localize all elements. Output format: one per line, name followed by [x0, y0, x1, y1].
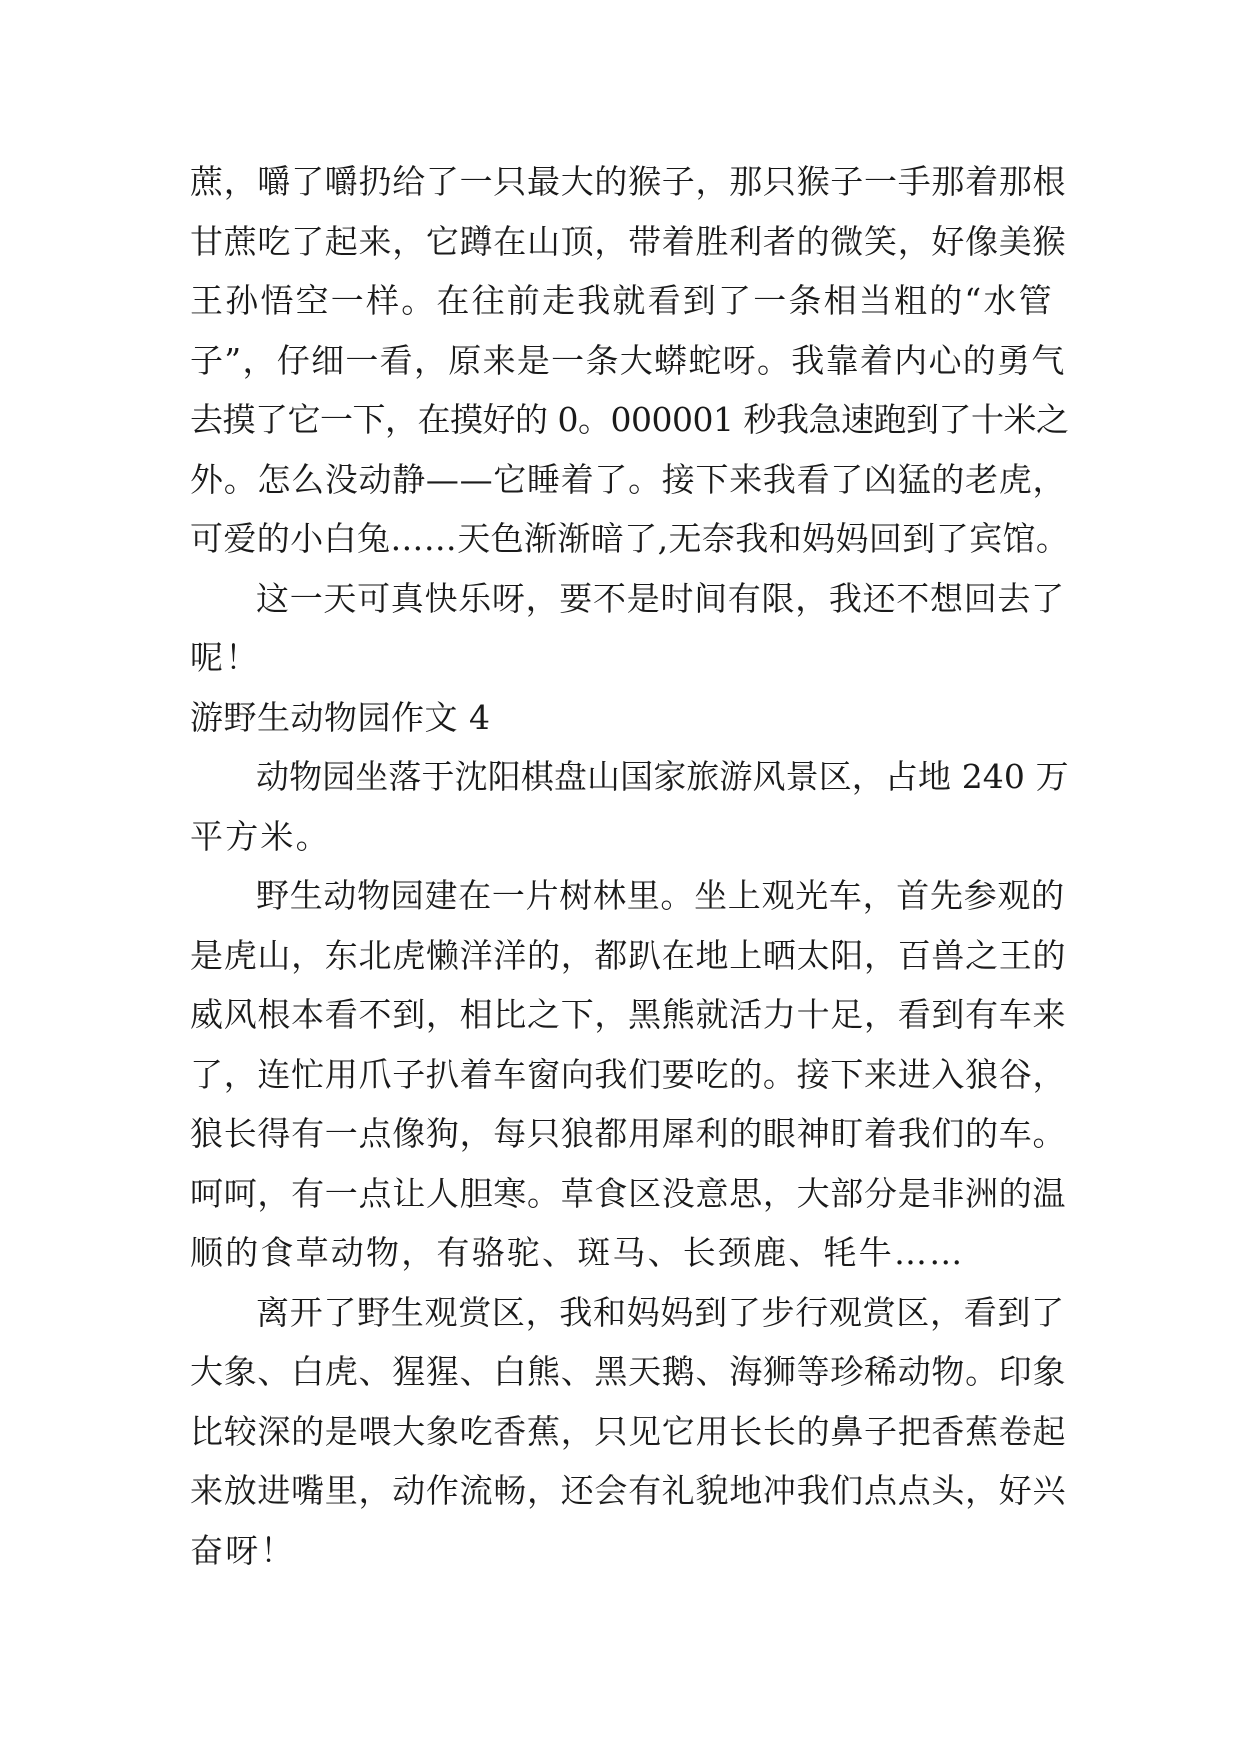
text-line: 甘蔗吃了起来，它蹲在山顶，带着胜利者的微笑，好像美猴 [190, 221, 1067, 261]
text-line: 顺的食草动物，有骆驼、斑马、长颈鹿、牦牛…… [190, 1233, 965, 1272]
text-line: 王孙悟空一样。在往前走我就看到了一条相当粗的“水管 [190, 281, 1054, 320]
text-line: 来放进嘴里，动作流畅，还会有礼貌地冲我们点点头，好兴 [190, 1471, 1067, 1510]
heading-line: 游野生动物园作文 4 [190, 697, 491, 737]
text-line: 去摸了它一下，在摸好的 0。000001 秒我急速跑到了十米之 [190, 400, 1069, 439]
text-line: 比较深的是喂大象吃香蕉，只见它用长长的鼻子把香蕉卷起 [190, 1411, 1067, 1451]
text-line: 大象、白虎、猩猩、白熊、黑天鹅、海狮等珍稀动物。印象 [190, 1352, 1067, 1391]
text-line: 奋呀！ [190, 1530, 296, 1570]
paragraph [190, 866, 1070, 1283]
text-line: 动物园坐落于沈阳棋盘山国家旅游风景区，占地 240 万 [256, 757, 1069, 796]
paragraph [190, 1283, 1070, 1581]
text-line: 呵呵，有一点让人胆寒。草食区没意思，大部分是非洲的温 [190, 1173, 1067, 1213]
text-line: 了，连忙用爪子扒着车窗向我们要吃的。接下来进入狼谷， [190, 1054, 1067, 1094]
section-heading [190, 688, 1070, 748]
text-line: 蔗，嚼了嚼扔给了一只最大的猴子，那只猴子一手那着那根 [190, 162, 1067, 201]
text-line: 威风根本看不到，相比之下，黑熊就活力十足，看到有车来 [190, 995, 1067, 1034]
text-line: 子”，仔细一看，原来是一条大蟒蛇呀。我靠着内心的勇气 [190, 340, 1066, 380]
paragraph [190, 569, 1070, 688]
text-line: 平方米。 [190, 816, 331, 856]
text-line: 这一天可真快乐呀，要不是时间有限，我还不想回去了 [256, 578, 1065, 618]
text-line: 外。怎么没动静——它睡着了。接下来我看了凶猛的老虎， [190, 459, 1067, 499]
text-line: 离开了野生观赏区，我和妈妈到了步行观赏区，看到了 [256, 1292, 1065, 1332]
text-line: 野生动物园建在一片树林里。坐上观光车，首先参观的 [256, 876, 1065, 915]
text-line: 呢！ [190, 638, 261, 677]
paragraph [190, 152, 1070, 569]
text-line: 狼长得有一点像狗，每只狼都用犀利的眼神盯着我们的车。 [190, 1114, 1067, 1153]
document-body [190, 152, 1070, 1580]
paragraph [190, 747, 1070, 866]
text-line: 可爱的小白兔……天色渐渐暗了,无奈我和妈妈回到了宾馆。 [190, 519, 1070, 558]
text-line: 是虎山，东北虎懒洋洋的，都趴在地上晒太阳，百兽之王的 [190, 935, 1067, 975]
